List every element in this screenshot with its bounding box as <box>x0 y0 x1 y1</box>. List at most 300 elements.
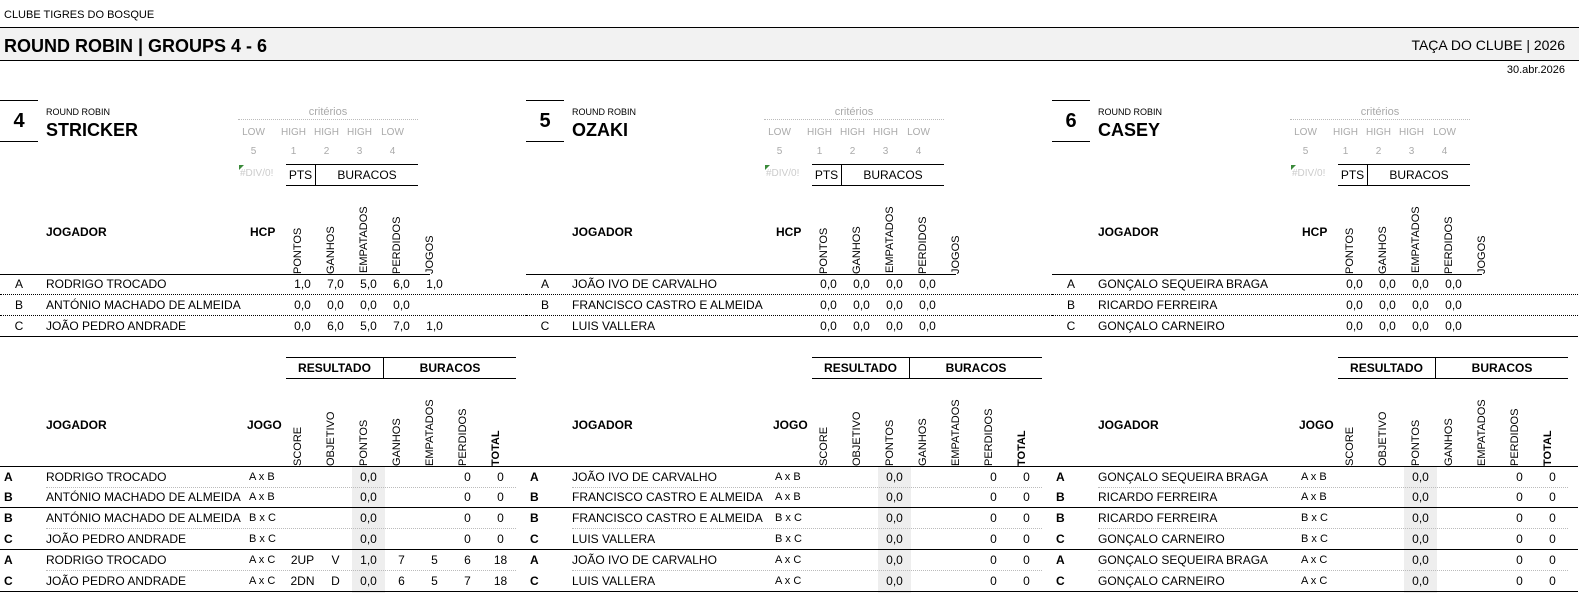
divider <box>1052 591 1578 592</box>
match-jogo: B x C <box>1301 533 1328 545</box>
match-col-header: SCORE <box>818 426 830 466</box>
match-col-header: PERDIDOS <box>457 408 469 466</box>
pts-label: PTS <box>1338 165 1368 185</box>
resultado-buracos-header <box>286 357 516 379</box>
match-row <box>1052 508 1578 529</box>
standings-value: 0,0 <box>1346 298 1363 312</box>
standings-player: GONÇALO CARNEIRO <box>1098 319 1225 333</box>
match-value: 0,0 <box>1412 490 1429 504</box>
match-value: 0 <box>464 470 471 484</box>
standings-row <box>1052 295 1578 316</box>
round-robin-label: ROUND ROBIN <box>1098 107 1163 117</box>
match-value: 7 <box>398 553 405 567</box>
standings-row <box>526 274 1052 295</box>
standings-value: 0,0 <box>1346 319 1363 333</box>
match-col-header: EMPATADOS <box>1476 399 1488 466</box>
standings-position: A <box>14 277 23 291</box>
criterio-level: HIGH <box>1399 127 1424 138</box>
match-player: JOÃO PEDRO ANDRADE <box>46 574 187 588</box>
match-value: 6 <box>398 574 405 588</box>
match-row <box>0 467 526 488</box>
match-player: RODRIGO TROCADO <box>46 470 167 484</box>
match-value: 18 <box>493 574 508 588</box>
standings-value: 0,0 <box>820 277 837 291</box>
standings-row <box>0 316 526 337</box>
standings-row <box>1052 274 1578 295</box>
standings-row <box>526 316 1052 337</box>
standings-col-header: EMPATADOS <box>358 206 370 273</box>
buracos-label: BURACOS <box>1389 168 1449 182</box>
match-row <box>0 487 526 508</box>
criterio-number: 5 <box>1302 146 1309 157</box>
match-value: 0,0 <box>886 574 903 588</box>
trophy-label: TAÇA DO CLUBE | 2026 <box>1411 37 1565 53</box>
match-value: 1,0 <box>360 553 377 567</box>
standings-value: 5,0 <box>360 319 377 333</box>
match-row <box>526 467 1052 488</box>
criterio-level: HIGH <box>873 127 898 138</box>
standings-player: LUIS VALLERA <box>572 319 656 333</box>
match-jogo: B x C <box>775 512 802 524</box>
criterio-number: 4 <box>1441 146 1448 157</box>
match-position: A <box>1056 470 1065 484</box>
jogador-header: JOGADOR <box>572 225 633 239</box>
standings-row <box>526 295 1052 316</box>
standings-col-header: GANHOS <box>851 226 863 274</box>
div-zero-error: #DIV/0! <box>240 168 274 179</box>
standings-position: A <box>1066 277 1075 291</box>
match-player: JOÃO PEDRO ANDRADE <box>46 532 187 546</box>
match-value: 0 <box>990 553 997 567</box>
match-col-header: OBJETIVO <box>1377 411 1389 466</box>
match-col-header: PERDIDOS <box>983 408 995 466</box>
match-value: 0 <box>1516 574 1523 588</box>
match-value: 0 <box>1023 490 1030 504</box>
match-col-header: GANHOS <box>391 418 403 466</box>
criterio-level: HIGH <box>347 127 372 138</box>
club-name: CLUBE TIGRES DO BOSQUE <box>4 9 155 21</box>
criterio-level: LOW <box>1294 127 1317 138</box>
match-player: ANTÓNIO MACHADO DE ALMEIDA <box>46 490 241 504</box>
match-row <box>526 508 1052 529</box>
standings-value: 6,0 <box>327 319 344 333</box>
hcp-header: HCP <box>250 225 276 239</box>
standings-col-header: PONTOS <box>818 227 830 274</box>
match-value: 0 <box>990 532 997 546</box>
criterio-level: HIGH <box>807 127 832 138</box>
standings-col-header: JOGOS <box>1476 235 1488 274</box>
match-position: B <box>1056 511 1065 525</box>
criterio-number: 4 <box>389 146 396 157</box>
match-jogo: A x C <box>1301 575 1328 587</box>
match-jogo: A x C <box>249 575 276 587</box>
match-player: GONÇALO SEQUEIRA BRAGA <box>1098 553 1269 567</box>
match-row <box>0 529 526 550</box>
standings-position: B <box>1066 298 1075 312</box>
match-value: 0 <box>1549 553 1556 567</box>
match-player: FRANCISCO CASTRO E ALMEIDA <box>572 511 763 525</box>
divider <box>526 591 1052 592</box>
match-position: B <box>530 511 539 525</box>
match-value: 0,0 <box>1412 470 1429 484</box>
jogo-header: JOGO <box>247 418 282 432</box>
standings-col-header: PONTOS <box>292 227 304 274</box>
standings-value: 0,0 <box>853 319 870 333</box>
criterio-number: 4 <box>915 146 922 157</box>
jogador-header: JOGADOR <box>572 418 633 432</box>
match-value: 0 <box>990 511 997 525</box>
standings-value: 6,0 <box>393 277 410 291</box>
standings-value: 1,0 <box>294 277 311 291</box>
standings-player: RODRIGO TROCADO <box>46 277 167 291</box>
buracos-label: BURACOS <box>337 168 397 182</box>
match-value: 0 <box>497 532 504 546</box>
match-jogo: A x B <box>775 471 801 483</box>
criterio-number: 1 <box>816 146 823 157</box>
match-player: RICARDO FERREIRA <box>1098 490 1218 504</box>
match-value: 0 <box>1516 553 1523 567</box>
standings-value: 1,0 <box>426 277 443 291</box>
match-value: 0 <box>1023 553 1030 567</box>
standings-position: C <box>1066 319 1076 333</box>
match-value: 0,0 <box>360 490 377 504</box>
group-panel <box>1052 98 1578 597</box>
round-robin-label: ROUND ROBIN <box>46 107 111 117</box>
match-value: 0 <box>990 470 997 484</box>
criterio-number: 3 <box>1408 146 1415 157</box>
match-value: 18 <box>493 553 508 567</box>
match-row <box>1052 550 1578 571</box>
match-jogo: A x C <box>775 554 802 566</box>
match-value: 0 <box>497 490 504 504</box>
match-value: 0,0 <box>886 490 903 504</box>
match-jogo: B x C <box>249 533 276 545</box>
match-value: 0 <box>1516 470 1523 484</box>
standings-position: C <box>540 319 550 333</box>
match-player: RICARDO FERREIRA <box>1098 511 1218 525</box>
divider <box>0 336 526 337</box>
standings-value: 0,0 <box>327 298 344 312</box>
match-value: 0 <box>1516 511 1523 525</box>
standings-col-header: PERDIDOS <box>1443 216 1455 274</box>
round-robin-label: ROUND ROBIN <box>572 107 637 117</box>
standings-value: 0,0 <box>886 319 903 333</box>
criterio-level: HIGH <box>840 127 865 138</box>
criterio-number: 3 <box>882 146 889 157</box>
standings-value: 0,0 <box>919 298 936 312</box>
divider <box>526 336 1052 337</box>
match-player: LUIS VALLERA <box>572 532 656 546</box>
standings-value: 0,0 <box>919 319 936 333</box>
match-row <box>0 550 526 571</box>
match-row <box>1052 529 1578 550</box>
standings-value: 0,0 <box>820 319 837 333</box>
jogador-header: JOGADOR <box>46 225 107 239</box>
buracos-label: BURACOS <box>1471 361 1533 375</box>
jogador-header: JOGADOR <box>1098 225 1159 239</box>
match-jogo: A x B <box>775 491 801 503</box>
match-row <box>1052 487 1578 508</box>
buracos-label: BURACOS <box>419 361 481 375</box>
criterio-number: 3 <box>356 146 363 157</box>
match-jogo: B x C <box>249 512 276 524</box>
standings-value: 0,0 <box>393 298 410 312</box>
match-value: 0 <box>464 511 471 525</box>
group-name: CASEY <box>1098 120 1161 140</box>
match-value: 0 <box>1023 470 1030 484</box>
match-col-header: PERDIDOS <box>1509 408 1521 466</box>
divider <box>1052 336 1578 337</box>
match-col-header: GANHOS <box>1443 418 1455 466</box>
standings-value: 0,0 <box>820 298 837 312</box>
buracos-label: BURACOS <box>863 168 923 182</box>
match-col-header: GANHOS <box>917 418 929 466</box>
standings-value: 5,0 <box>360 277 377 291</box>
match-position: C <box>530 532 539 546</box>
match-col-header: PONTOS <box>358 419 370 466</box>
standings-col-header: EMPATADOS <box>1410 206 1422 273</box>
pts-label: PTS <box>812 165 842 185</box>
match-value: 0 <box>1549 490 1556 504</box>
standings-value: 0,0 <box>886 277 903 291</box>
standings-player: ANTÓNIO MACHADO DE ALMEIDA <box>46 298 241 312</box>
jogador-header: JOGADOR <box>46 418 107 432</box>
match-value: 0 <box>1549 532 1556 546</box>
jogo-header: JOGO <box>1299 418 1334 432</box>
criterio-number: 5 <box>250 146 257 157</box>
standings-row <box>0 274 526 295</box>
match-player: GONÇALO CARNEIRO <box>1098 574 1225 588</box>
match-position: C <box>4 574 13 588</box>
match-value: 0 <box>1516 490 1523 504</box>
criterio-level: LOW <box>907 127 930 138</box>
match-position: C <box>530 574 539 588</box>
match-row <box>1052 571 1578 592</box>
standings-value: 0,0 <box>1412 319 1429 333</box>
standings-player: FRANCISCO CASTRO E ALMEIDA <box>572 298 763 312</box>
hcp-header: HCP <box>776 225 802 239</box>
jogo-header: JOGO <box>773 418 808 432</box>
standings-col-header: GANHOS <box>1377 226 1389 274</box>
match-player: RODRIGO TROCADO <box>46 553 167 567</box>
standings-col-header: EMPATADOS <box>884 206 896 273</box>
criterios-label: critérios <box>764 106 944 120</box>
match-value: 0 <box>1549 470 1556 484</box>
match-col-header: SCORE <box>1344 426 1356 466</box>
resultado-label: RESULTADO <box>812 358 910 378</box>
standings-col-header: PERDIDOS <box>917 216 929 274</box>
match-value: 2UP <box>290 553 315 567</box>
match-value: 6 <box>464 553 471 567</box>
match-col-header: EMPATADOS <box>950 399 962 466</box>
group-name: OZAKI <box>572 120 628 140</box>
match-position: C <box>1056 574 1065 588</box>
pts-buracos-header <box>1338 164 1470 186</box>
standings-player: JOÃO IVO DE CARVALHO <box>572 277 717 291</box>
standings-position: C <box>14 319 24 333</box>
pts-label: PTS <box>286 165 316 185</box>
criterio-number: 5 <box>776 146 783 157</box>
standings-value: 1,0 <box>426 319 443 333</box>
match-value: 0 <box>990 490 997 504</box>
standings-player: RICARDO FERREIRA <box>1098 298 1218 312</box>
match-player: FRANCISCO CASTRO E ALMEIDA <box>572 490 763 504</box>
hcp-header: HCP <box>1302 225 1328 239</box>
match-value: 5 <box>431 574 438 588</box>
match-col-header: EMPATADOS <box>424 399 436 466</box>
match-value: 0,0 <box>360 470 377 484</box>
standings-col-header: JOGOS <box>950 235 962 274</box>
match-value: 2DN <box>290 574 315 588</box>
match-jogo: A x C <box>1301 554 1328 566</box>
divider <box>0 591 526 592</box>
match-jogo: B x C <box>775 533 802 545</box>
criterio-number: 2 <box>1375 146 1382 157</box>
report-date: 30.abr.2026 <box>1506 64 1565 76</box>
match-position: A <box>4 470 13 484</box>
group-name: STRICKER <box>46 120 139 140</box>
criterio-level: LOW <box>1433 127 1456 138</box>
criterio-level: LOW <box>381 127 404 138</box>
match-value: 0 <box>1023 574 1030 588</box>
criterio-number: 2 <box>849 146 856 157</box>
criterios-label: critérios <box>1290 106 1470 120</box>
group-number: 4 <box>0 100 38 142</box>
resultado-buracos-header <box>1338 357 1568 379</box>
match-player: LUIS VALLERA <box>572 574 656 588</box>
standings-player: JOÃO PEDRO ANDRADE <box>46 319 187 333</box>
group-panel <box>0 98 526 597</box>
standings-value: 7,0 <box>393 319 410 333</box>
standings-value: 0,0 <box>1379 298 1396 312</box>
match-value: 0,0 <box>886 553 903 567</box>
standings-row <box>0 295 526 316</box>
match-jogo: B x C <box>1301 512 1328 524</box>
match-value: 0,0 <box>1412 511 1429 525</box>
match-value: 0,0 <box>886 511 903 525</box>
match-jogo: A x C <box>249 554 276 566</box>
standings-position: B <box>14 298 23 312</box>
standings-value: 0,0 <box>853 298 870 312</box>
match-value: 0 <box>1023 532 1030 546</box>
match-value: 0 <box>497 511 504 525</box>
match-value: 0,0 <box>1412 574 1429 588</box>
div-zero-error: #DIV/0! <box>1292 168 1326 179</box>
match-row <box>526 550 1052 571</box>
standings-value: 0,0 <box>1412 298 1429 312</box>
group-number: 5 <box>526 100 564 142</box>
standings-col-header: PONTOS <box>1344 227 1356 274</box>
match-position: A <box>530 553 539 567</box>
match-row <box>526 571 1052 592</box>
title-bar <box>0 27 1579 61</box>
match-col-header: TOTAL <box>1016 430 1028 466</box>
match-position: A <box>530 470 539 484</box>
match-player: JOÃO IVO DE CARVALHO <box>572 553 717 567</box>
standings-value: 0,0 <box>853 277 870 291</box>
standings-position: A <box>540 277 549 291</box>
match-value: D <box>331 574 340 588</box>
match-position: C <box>4 532 13 546</box>
match-position: C <box>1056 532 1065 546</box>
criterio-number: 1 <box>1342 146 1349 157</box>
criterio-level: HIGH <box>1366 127 1391 138</box>
criterio-level: HIGH <box>1333 127 1358 138</box>
standings-value: 0,0 <box>1445 319 1462 333</box>
standings-value: 0,0 <box>1445 298 1462 312</box>
criterios-label: critérios <box>238 106 418 120</box>
standings-value: 0,0 <box>294 298 311 312</box>
criterio-number: 1 <box>290 146 297 157</box>
standings-position: B <box>540 298 549 312</box>
match-col-header: SCORE <box>292 426 304 466</box>
match-value: 0,0 <box>360 574 377 588</box>
match-value: 0 <box>1549 511 1556 525</box>
match-col-header: TOTAL <box>490 430 502 466</box>
match-value: 0 <box>464 532 471 546</box>
match-row <box>0 508 526 529</box>
match-value: 0,0 <box>886 470 903 484</box>
group-panel <box>526 98 1052 597</box>
match-col-header: OBJETIVO <box>325 411 337 466</box>
match-value: 0 <box>1516 532 1523 546</box>
match-value: V <box>331 553 340 567</box>
match-col-header: OBJETIVO <box>851 411 863 466</box>
match-value: 0 <box>464 490 471 504</box>
standings-value: 0,0 <box>919 277 936 291</box>
pts-buracos-header <box>812 164 944 186</box>
match-value: 0 <box>1549 574 1556 588</box>
criterio-level: HIGH <box>281 127 306 138</box>
resultado-label: RESULTADO <box>286 358 384 378</box>
buracos-label: BURACOS <box>945 361 1007 375</box>
standings-col-header: JOGOS <box>424 235 436 274</box>
standings-value: 0,0 <box>1412 277 1429 291</box>
match-jogo: A x B <box>1301 471 1327 483</box>
match-row <box>0 571 526 592</box>
match-position: B <box>4 490 13 504</box>
match-jogo: A x C <box>775 575 802 587</box>
standings-value: 7,0 <box>327 277 344 291</box>
match-value: 0,0 <box>886 532 903 546</box>
match-jogo: A x B <box>1301 491 1327 503</box>
group-number: 6 <box>1052 100 1090 142</box>
match-jogo: A x B <box>249 491 275 503</box>
standings-value: 0,0 <box>886 298 903 312</box>
match-value: 7 <box>464 574 471 588</box>
match-position: A <box>1056 553 1065 567</box>
match-col-header: PONTOS <box>1410 419 1422 466</box>
jogador-header: JOGADOR <box>1098 418 1159 432</box>
standings-row <box>1052 316 1578 337</box>
criterio-number: 2 <box>323 146 330 157</box>
standings-value: 0,0 <box>1379 277 1396 291</box>
resultado-buracos-header <box>812 357 1042 379</box>
match-jogo: A x B <box>249 471 275 483</box>
match-value: 0,0 <box>1412 532 1429 546</box>
match-value: 0,0 <box>1412 553 1429 567</box>
match-position: B <box>530 490 539 504</box>
match-player: ANTÓNIO MACHADO DE ALMEIDA <box>46 511 241 525</box>
standings-col-header: GANHOS <box>325 226 337 274</box>
match-value: 5 <box>431 553 438 567</box>
match-col-header: PONTOS <box>884 419 896 466</box>
match-value: 0 <box>497 470 504 484</box>
criterio-level: LOW <box>242 127 265 138</box>
match-player: GONÇALO CARNEIRO <box>1098 532 1225 546</box>
match-col-header: TOTAL <box>1542 430 1554 466</box>
criterio-level: LOW <box>768 127 791 138</box>
